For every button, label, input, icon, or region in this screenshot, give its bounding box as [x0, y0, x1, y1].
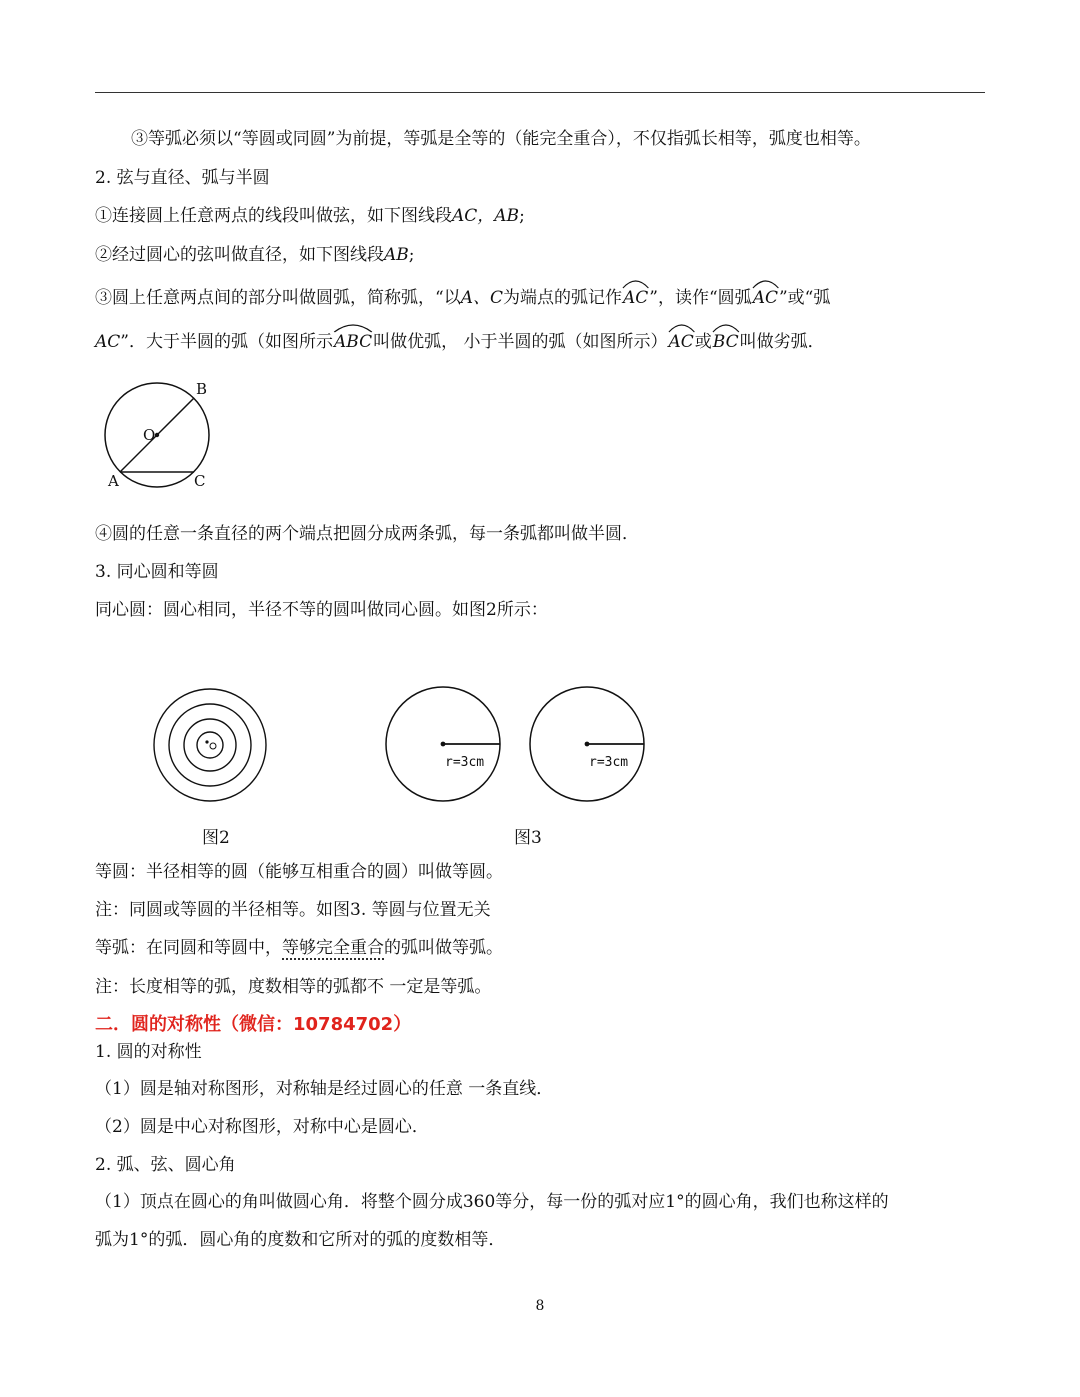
concentric-circles-diagram	[148, 686, 272, 804]
para-diameter	[95, 243, 415, 267]
point-label-a: A	[108, 472, 119, 490]
text: 的弧叫做等弧。	[384, 938, 503, 958]
section-concentric: 3. 同心圆和等圆	[95, 562, 219, 582]
text: ①连接圆上任意两点的线段叫做弦，如下图线段	[95, 206, 452, 226]
para-equal-circle-def: 等圆：半径相等的圆（能够互相重合的圆）叫做等圆。	[95, 862, 503, 882]
text: 叫做劣弧．	[739, 332, 825, 352]
radius-label-right: r=3cm	[589, 755, 629, 770]
para-concentric-def: 同心圆：圆心相同，半径不等的圆叫做同心圆。如图2所示：	[95, 600, 548, 620]
para-equal-arc-note: 注：长度相等的弧，度数相等的弧都不 一定是等弧。	[95, 977, 492, 997]
arc-notation: AC	[668, 330, 695, 354]
para-equal-circle-note: 注：同圆或等圆的半径相等。如图3. 等圆与位置无关	[95, 900, 491, 920]
text: ;	[519, 206, 525, 226]
para-major-minor-arc	[95, 330, 825, 354]
text-italic: A、C	[460, 288, 503, 308]
para-equal-arc-def	[95, 936, 503, 960]
header-rule	[95, 92, 985, 93]
text: ”，读作“圆弧	[649, 288, 752, 308]
radius-label-left: r=3cm	[445, 755, 485, 770]
text: ③圆上任意两点间的部分叫做圆弧，简称弧，“以	[95, 288, 461, 308]
section-heading-symmetry: 二．圆的对称性（微信：10784702）	[95, 1014, 412, 1035]
text: ”．大于半圆的弧（如图所示	[120, 332, 333, 352]
point-label-o: O	[143, 426, 156, 444]
figure3-caption: 图3	[514, 828, 542, 848]
arc-notation: ABC	[333, 330, 373, 354]
para-semicircle: ④圆的任意一条直径的两个端点把圆分成两条弧，每一条弧都叫做半圆．	[95, 524, 639, 544]
figure2-caption: 图2	[202, 828, 230, 848]
text-italic: AB	[384, 245, 409, 265]
arc-notation: AC	[622, 286, 649, 310]
subsection-arc-chord-angle: 2. 弧、弦、圆心角	[95, 1155, 236, 1175]
para-chord	[95, 204, 525, 228]
para-central-symmetry: （2）圆是中心对称图形，对称中心是圆心．	[95, 1117, 429, 1137]
point-label-b: B	[196, 380, 208, 398]
text: 等弧：在同圆和等圆中，	[95, 938, 282, 958]
subsection-symmetry: 1. 圆的对称性	[95, 1042, 202, 1062]
para-arc	[95, 286, 830, 310]
text-italic: AC	[95, 332, 121, 352]
point-label-c: C	[194, 472, 206, 490]
para-central-angle-cont: 弧为1°的弧．圆心角的度数和它所对的弧的度数相等．	[95, 1230, 506, 1250]
text-italic: AC，AB	[452, 206, 520, 226]
text-emphasis: 等够完全重合	[282, 938, 384, 958]
page-number: 8	[535, 1298, 545, 1314]
section-chord-diameter: 2. 弦与直径、弧与半圆	[95, 168, 270, 188]
text: ②经过圆心的弦叫做直径，如下图线段	[95, 245, 384, 265]
para-equal-arc-note: ③等弧必须以“等圆或同圆”为前提，等弧是全等的（能完全重合），不仅指弧长相等，弧度也相等。	[131, 129, 871, 149]
text: 叫做优弧， 小于半圆的弧（如图所示）	[373, 332, 668, 352]
text: ;	[408, 245, 415, 265]
text: 为端点的弧记作	[503, 288, 622, 308]
arc-notation: BC	[712, 330, 740, 354]
para-central-angle: （1）顶点在圆心的角叫做圆心角．将整个圆分成360等分，每一份的弧对应1°的圆心角，我们也称这样的	[95, 1192, 889, 1212]
text: ”或“弧	[778, 288, 831, 308]
arc-notation: AC	[752, 286, 779, 310]
equal-circles-diagram	[384, 686, 650, 808]
para-axis-symmetry: （1）圆是轴对称图形，对称轴是经过圆心的任意 一条直线．	[95, 1079, 554, 1099]
text: 或	[694, 332, 712, 352]
